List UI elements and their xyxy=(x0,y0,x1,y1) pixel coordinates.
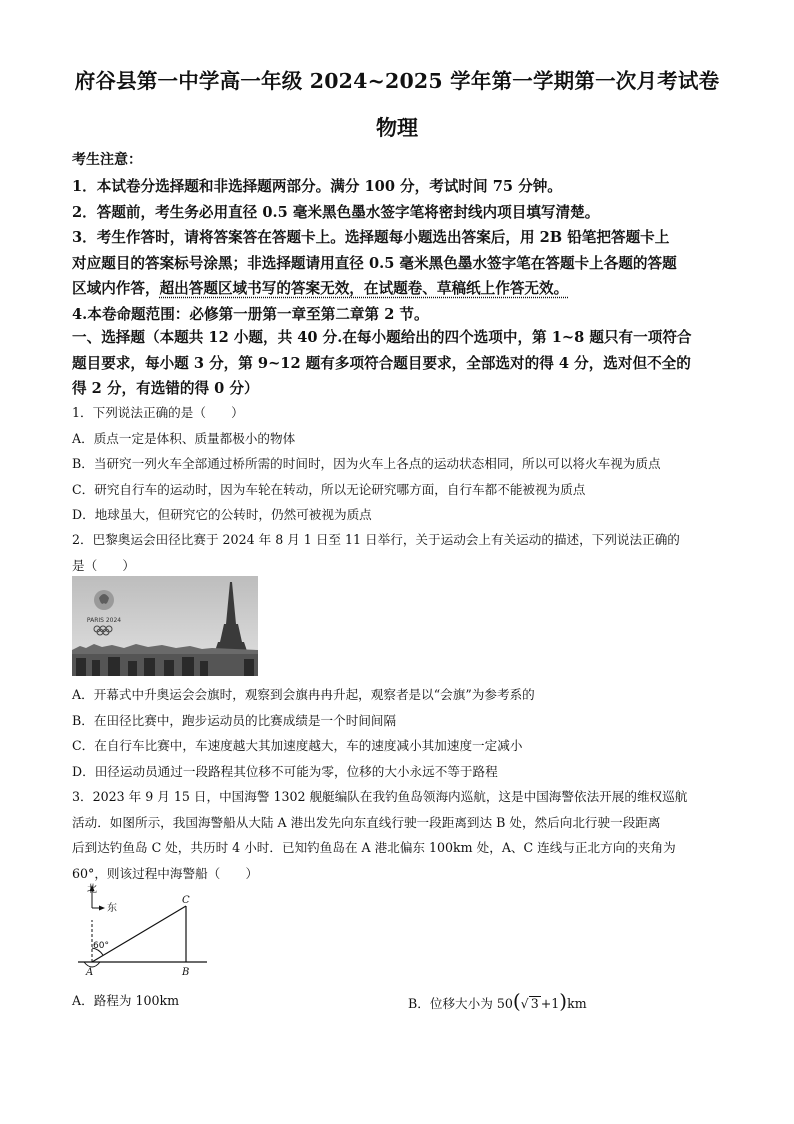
question-1-stem: 1．下列说法正确的是（ ） xyxy=(72,405,244,420)
point-c-label: C xyxy=(182,895,190,906)
note-item-1: 1．本试卷分选择题和非选择题两部分。满分 100 分，考试时间 75 分钟。 xyxy=(72,178,562,195)
radicand: 3 xyxy=(530,996,539,1011)
paren-open-symbol: ( xyxy=(512,989,521,1013)
paris-2024-logo-text: PARIS 2024 xyxy=(86,617,122,624)
point-b-label: B xyxy=(182,967,190,978)
note-item-4: 4.本卷命题范围：必修第一册第一章至第二章第 2 节。 xyxy=(72,305,429,323)
line-ac xyxy=(92,906,186,962)
question-3-stem xyxy=(72,784,732,886)
question-2-stem-line-1: 2．巴黎奥运会田径比赛于 2024 年 8 月 1 日至 11 日举行，关于运动会上有关运动的描述，下列说法正确的 xyxy=(72,532,680,547)
note-item-3-line-1: 3．考生作答时，请将答案答在答题卡上。选择题每小题选出答案后，用 2B 铅笔把答题卡上 xyxy=(72,229,670,246)
east-arrowhead xyxy=(99,906,105,911)
option-b-prefix: B．位移大小为 50 xyxy=(408,996,513,1011)
question-2-option-a: A．开幕式中升奥运会会旗时，观察到会旗冉冉升起，观察者是以“会旗”为参考系的 xyxy=(72,687,535,702)
exam-title: 府谷县第一中学高一年级 2024~2025 学年第一学期第一次月考试卷 xyxy=(74,69,720,93)
section-line-2: 题目要求，每小题 3 分，第 9~12 题有多项符合题目要求，全部选对的得 4 分，选对但不全的 xyxy=(72,354,691,372)
question-2-stem xyxy=(72,527,732,578)
option-b-plus: +1 xyxy=(540,996,560,1011)
note-item-2: 2．答题前，考生务必用直径 0.5 毫米黑色墨水签字笔将密封线内项目填写清楚。 xyxy=(72,203,600,221)
candidate-notes xyxy=(72,150,732,327)
section-heading xyxy=(72,325,732,402)
question-2-options xyxy=(72,682,732,784)
route-diagram xyxy=(72,880,217,980)
north-label: 北 xyxy=(87,884,97,895)
question-2-stem-line-2: 是（ ） xyxy=(72,557,135,573)
note-item-3-line-3 xyxy=(72,276,732,302)
question-1-option-c: C．研究自行车的运动时，因为车轮在转动，所以无论研究哪方面，自行车都不能被视为质点 xyxy=(72,481,586,497)
paren-close-symbol: ) xyxy=(559,989,568,1013)
question-3-line-3: 后到达钓鱼岛 C 处，共历时 4 小时．已知钓鱼岛在 A 港北偏东 100km 处，A、C 连线与正北方向的夹角为 xyxy=(72,840,676,855)
paris-olympics-photo xyxy=(72,576,258,676)
question-3-line-1: 3．2023 年 9 月 15 日，中国海警 1302 舰艇编队在我钓鱼岛领海内巡航，这是中国海警依法开展的维权巡航 xyxy=(72,789,688,804)
question-2-option-c: C．在自行车比赛中，车速度越大其加速度越大，车的速度减小其加速度一定减小 xyxy=(72,738,523,753)
question-1-option-d: D．地球虽大，但研究它的公转时，仍然可被视为质点 xyxy=(72,507,372,522)
section-line-3: 得 2 分，有选错的得 0 分） xyxy=(72,380,259,397)
question-3-option-b xyxy=(408,988,587,1017)
question-3-line-4: 60°，则该过程中海警船（ ） xyxy=(72,865,259,881)
question-2-option-d: D．田径运动员通过一段路程其位移不可能为零，位移的大小永远不等于路程 xyxy=(72,763,498,779)
question-1 xyxy=(72,400,732,528)
east-label: 东 xyxy=(107,903,117,914)
note-item-3-line-3-a: 区域内作答， xyxy=(72,280,160,297)
subject-title: 物理 xyxy=(376,115,418,140)
section-line-1: 一、选择题（本题共 12 小题，共 40 分.在每小题给出的四个选项中，第 1~8 题只有一项符合 xyxy=(72,329,692,346)
question-3-line-2: 活动．如图所示，我国海警船从大陆 A 港出发先向东直线行驶一段距离到达 B 处，然后向北行驶一段距离 xyxy=(72,814,661,830)
notes-heading: 考生注意： xyxy=(72,152,142,168)
note-item-3-emphasis: 超出答题区域书写的答案无效，在试题卷、草稿纸上作答无效。 xyxy=(159,280,569,297)
angle-label: 60° xyxy=(93,941,109,951)
sqrt-symbol: √ xyxy=(520,996,529,1011)
point-a-label: A xyxy=(86,967,94,978)
note-item-3-line-2: 对应题目的答案标号涂黑；非选择题请用直径 0.5 毫米黑色墨水签字笔在答题卡上各题的答题 xyxy=(72,254,677,272)
question-3-option-a: A．路程为 100km xyxy=(72,993,180,1008)
option-b-unit: km xyxy=(567,996,587,1011)
question-1-option-a: A．质点一定是体积、质量都极小的物体 xyxy=(72,430,296,446)
question-2-option-b: B．在田径比赛中，跑步运动员的比赛成绩是一个时间间隔 xyxy=(72,712,397,728)
question-1-option-b: B．当研究一列火车全部通过桥所需的时间时，因为火车上各点的运动状态相同，所以可以将火车视为质点 xyxy=(72,456,661,471)
